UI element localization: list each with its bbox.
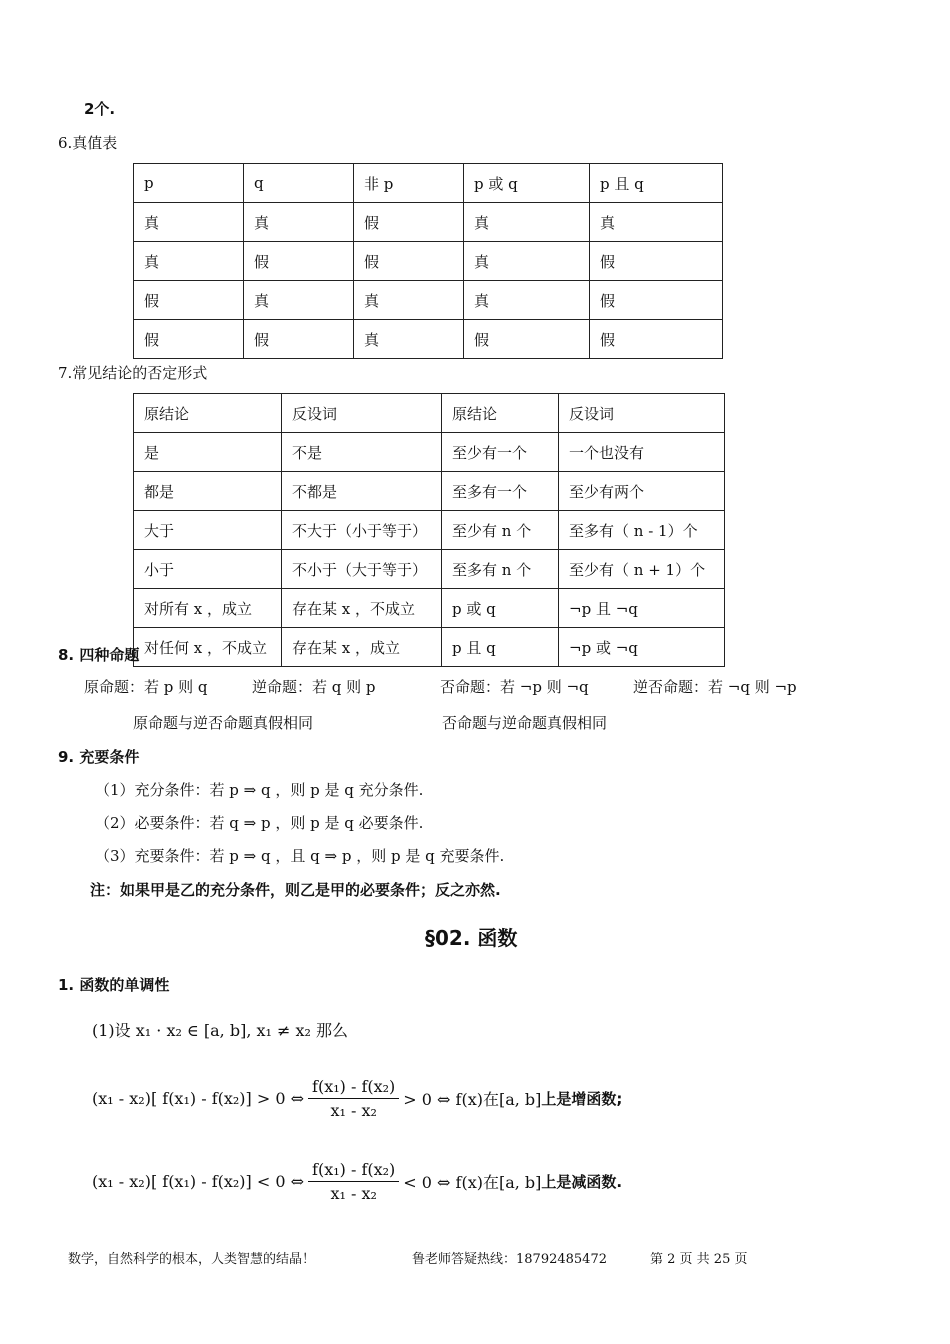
- table-cell: 至少有一个: [442, 433, 559, 472]
- table-cell: 至少有 n 个: [442, 511, 559, 550]
- table-cell: ¬p 或 ¬q: [559, 628, 725, 667]
- table-row: [134, 281, 723, 320]
- table-cell: 假: [590, 320, 723, 359]
- table-cell: 至少有（ n + 1）个: [559, 550, 725, 589]
- table-cell: 存在某 x ，不成立: [282, 589, 442, 628]
- table-cell: 不小于（大于等于）: [282, 550, 442, 589]
- table-cell: p 或 q: [442, 589, 559, 628]
- table-cell: 都是: [134, 472, 282, 511]
- table-cell: 假: [354, 242, 464, 281]
- table-cell: 真: [464, 281, 590, 320]
- necessary-sufficient-condition: （3）充要条件：若 p ⇒ q ，且 q ⇒ p ，则 p 是 q 充要条件.: [95, 847, 505, 865]
- table-row: [134, 511, 725, 550]
- table-cell: 一个也没有: [559, 433, 725, 472]
- eq2-left: (x₁ - x₂)[ f(x₁) - f(x₂)] < 0 ⇔: [92, 1171, 305, 1191]
- table-cell: 至多有 n 个: [442, 550, 559, 589]
- table-row: [134, 320, 723, 359]
- footer-page-number: 第 2 页 共 25 页: [650, 1252, 748, 1267]
- table-cell: 真: [134, 203, 244, 242]
- section6-header-cell: 非 p: [354, 164, 464, 203]
- table-row: [134, 203, 723, 242]
- top-note: 2个.: [84, 100, 116, 118]
- table-cell: 真: [244, 203, 354, 242]
- eq2-tail: 上是减函数.: [541, 1172, 623, 1191]
- eq2-numerator: f(x₁) - f(x₂): [308, 1160, 399, 1182]
- table-row: [134, 628, 725, 667]
- original-proposition: 原命题：若 p 则 q: [84, 678, 208, 696]
- eq2-right: < 0 ⇔ f(x)在[a, b]: [403, 1172, 542, 1192]
- table-cell: 至少有两个: [559, 472, 725, 511]
- eq1-tail: 上是增函数;: [541, 1089, 623, 1108]
- table-cell: 是: [134, 433, 282, 472]
- monotonicity-heading: 1. 函数的单调性: [58, 976, 170, 994]
- section7-header-row: [134, 394, 725, 433]
- section7-header-cell: 反设词: [559, 394, 725, 433]
- inverse-proposition: 否命题：若 ¬p 则 ¬q: [440, 678, 589, 696]
- table-cell: 至多有（ n - 1）个: [559, 511, 725, 550]
- chapter-title: §02. 函数: [425, 926, 518, 950]
- table-cell: 小于: [134, 550, 282, 589]
- table-cell: 假: [354, 203, 464, 242]
- table-cell: 真: [134, 242, 244, 281]
- table-cell: 不都是: [282, 472, 442, 511]
- section6-header-cell: p: [134, 164, 244, 203]
- eq2-fraction: [308, 1160, 399, 1203]
- table-cell: 真: [354, 281, 464, 320]
- section8-heading: 8. 四种命题: [58, 646, 140, 664]
- table-cell: 真: [464, 203, 590, 242]
- table-cell: 假: [244, 242, 354, 281]
- footer-motto: 数学，自然科学的根本，人类智慧的结晶！: [68, 1252, 316, 1267]
- table-row: [134, 472, 725, 511]
- table-cell: 不大于（小于等于）: [282, 511, 442, 550]
- equivalence-note-2: 否命题与逆命题真假相同: [442, 714, 608, 732]
- table-cell: 对任何 x ，不成立: [134, 628, 282, 667]
- section9-heading: 9. 充要条件: [58, 748, 140, 766]
- table-cell: 假: [134, 281, 244, 320]
- table-cell: 对所有 x ，成立: [134, 589, 282, 628]
- decreasing-equation: [92, 1157, 622, 1205]
- table-cell: 假: [244, 320, 354, 359]
- necessary-condition: （2）必要条件：若 q ⇒ p ，则 p 是 q 必要条件.: [95, 814, 424, 832]
- section7-header-cell: 原结论: [442, 394, 559, 433]
- table-cell: 大于: [134, 511, 282, 550]
- section6-header-row: [134, 164, 723, 203]
- table-cell: ¬p 且 ¬q: [559, 589, 725, 628]
- table-cell: 存在某 x ，成立: [282, 628, 442, 667]
- table-cell: 不是: [282, 433, 442, 472]
- table-cell: 假: [590, 281, 723, 320]
- eq1-numerator: f(x₁) - f(x₂): [308, 1077, 399, 1099]
- eq1-denominator: x₁ - x₂: [330, 1100, 377, 1120]
- section6-header-cell: p 且 q: [590, 164, 723, 203]
- section7-header-cell: 反设词: [282, 394, 442, 433]
- section6-header-cell: p 或 q: [464, 164, 590, 203]
- table-cell: p 且 q: [442, 628, 559, 667]
- table-cell: 至多有一个: [442, 472, 559, 511]
- eq1-right: > 0 ⇔ f(x)在[a, b]: [403, 1089, 542, 1109]
- sufficient-condition: （1）充分条件：若 p ⇒ q ，则 p 是 q 充分条件.: [95, 781, 424, 799]
- truth-table: [133, 163, 723, 359]
- converse-proposition: 逆命题：若 q 则 p: [252, 678, 376, 696]
- footer-hotline: 鲁老师答疑热线：18792485472: [412, 1252, 607, 1267]
- table-cell: 真: [464, 242, 590, 281]
- table-cell: 真: [354, 320, 464, 359]
- contrapositive-proposition: 逆否命题：若 ¬q 则 ¬p: [633, 678, 797, 696]
- increasing-equation: [92, 1074, 622, 1122]
- section6-heading: 6.真值表: [58, 134, 118, 152]
- table-row: [134, 589, 725, 628]
- table-cell: 真: [590, 203, 723, 242]
- table-row: [134, 433, 725, 472]
- table-cell: 假: [134, 320, 244, 359]
- table-cell: 真: [244, 281, 354, 320]
- table-cell: 假: [590, 242, 723, 281]
- monotonicity-premise: (1)设 x₁ · x₂ ∈ [a, b], x₁ ≠ x₂ 那么: [92, 1021, 349, 1040]
- table-row: [134, 550, 725, 589]
- section7-header-cell: 原结论: [134, 394, 282, 433]
- eq2-denominator: x₁ - x₂: [330, 1183, 377, 1203]
- table-row: [134, 242, 723, 281]
- table-cell: 假: [464, 320, 590, 359]
- condition-note: 注：如果甲是乙的充分条件，则乙是甲的必要条件；反之亦然.: [90, 881, 501, 899]
- negation-table: [133, 393, 725, 667]
- section7-heading: 7.常见结论的否定形式: [58, 364, 208, 382]
- eq1-fraction: [308, 1077, 399, 1120]
- eq1-left: (x₁ - x₂)[ f(x₁) - f(x₂)] > 0 ⇔: [92, 1088, 305, 1108]
- equivalence-note-1: 原命题与逆否命题真假相同: [133, 714, 314, 732]
- section6-header-cell: q: [244, 164, 354, 203]
